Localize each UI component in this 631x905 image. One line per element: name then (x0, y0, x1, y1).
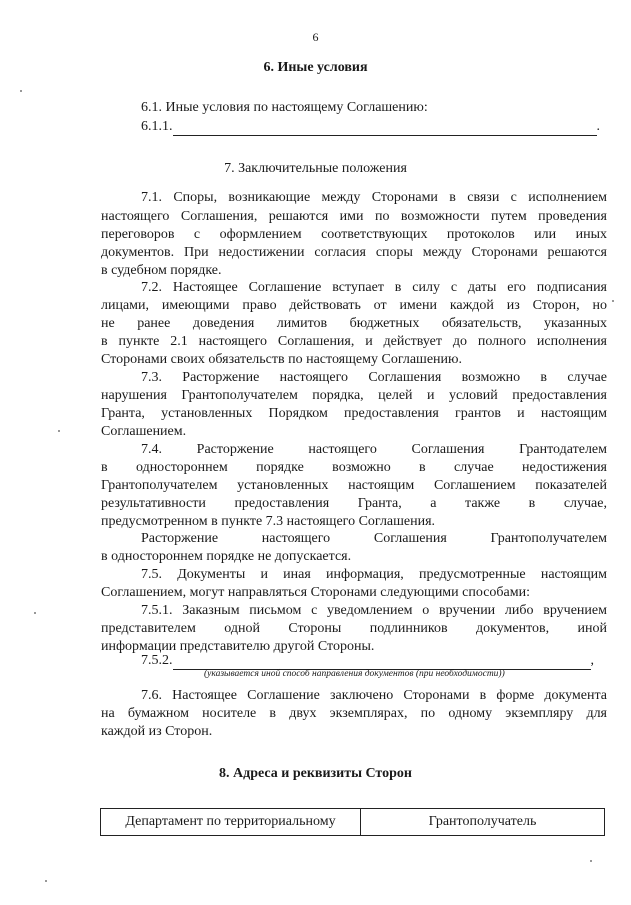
section-7-title: 7. Заключительные положения (224, 161, 407, 176)
paragraph-7-5-2 (141, 651, 607, 670)
paragraph-line: настоящего Соглашения, решаются ими по возможности путем проведения (101, 209, 607, 224)
section-8-title: 8. Адреса и реквизиты Сторон (219, 766, 412, 781)
paragraph-line: в судебном порядке. (101, 263, 222, 278)
paragraph-line: Гранта, установленных Порядком предоставления грантов и настоящим (101, 406, 607, 421)
paragraph-line: документов. При недостижении согласия споры между Сторонами решаются (101, 245, 607, 260)
paragraph-line: предусмотренном в пункте 7.3 настоящего Соглашения. (101, 514, 436, 529)
scan-speck (34, 612, 36, 614)
paragraph-line: представителем одной Стороны подлинников документов, иной (101, 621, 607, 636)
table-header-grantor: Департамент по территориальному (101, 809, 361, 835)
scan-speck (612, 300, 614, 302)
paragraph-line: 7.1. Споры, возникающие между Сторонами в связи с исполнением (141, 190, 607, 205)
paragraph-6-1-1-end: . (596, 119, 600, 134)
paragraph-line: не ранее доведения лимитов бюджетных обязательств, указанных (101, 316, 607, 331)
section-6-title: 6. Иные условия (263, 60, 368, 75)
paragraph-line: Соглашением, могут направляться Сторонами следующими способами: (101, 585, 531, 600)
paragraph-line: Сторонами своих обязательств по настоящему Соглашению. (101, 352, 462, 367)
blank-fill-line (173, 656, 591, 670)
paragraph-line: Грантополучателем установленных настоящим Соглашением показателей (101, 478, 607, 493)
footnote-hint: (указывается иной способ направления документов (при необходимости)) (204, 669, 505, 679)
paragraph-line: нарушения Грантополучателем порядка, целей и условий предоставления (101, 388, 607, 403)
paragraph-line: результативности предоставления Гранта, а также в случае, (101, 496, 607, 511)
paragraph-line: на бумажном носителе в двух экземплярах, по одному экземпляру для (101, 706, 607, 721)
paragraph-line: 7.3. Расторжение настоящего Соглашения возможно в случае (141, 370, 607, 385)
paragraph-line: 7.4. Расторжение настоящего Соглашения Грантодателем (141, 442, 607, 457)
requisites-table (100, 808, 605, 836)
paragraph-line: Соглашением. (101, 424, 187, 439)
paragraph-line: 7.2. Настоящее Соглашение вступает в силу с даты его подписания (141, 280, 607, 295)
paragraph-line: 7.5. Документы и иная информация, предусмотренные настоящим (141, 567, 607, 582)
paragraph-line: 7.5.1. Заказным письмом с уведомлением о вручении либо вручением (141, 603, 607, 618)
scan-speck (20, 90, 22, 92)
paragraph-line: каждой из Сторон. (101, 724, 213, 739)
paragraph-line: Расторжение настоящего Соглашения Грантополучателем (141, 531, 607, 546)
paragraph-6-1: 6.1. Иные условия по настоящему Соглашению: (141, 100, 428, 115)
table-header-grantee: Грантополучатель (428, 814, 537, 829)
paragraph-6-1-1 (141, 117, 607, 136)
paragraph-line: переговоров с оформлением соответствующих протоколов или иных (101, 227, 607, 242)
scan-speck (58, 430, 60, 432)
scan-speck (590, 860, 592, 862)
paragraph-7-5-2-end: , (590, 653, 594, 668)
paragraph-line: в пункте 2.1 настоящего Соглашения, и действует до полного исполнения (101, 334, 607, 349)
paragraph-line: в одностороннем порядке не допускается. (101, 549, 352, 564)
paragraph-line: лицами, имеющими право действовать от имени каждой из Сторон, но (101, 298, 607, 313)
blank-fill-line (173, 122, 597, 136)
page-number: 6 (312, 30, 319, 44)
paragraph-7-5-2-label: 7.5.2. (141, 653, 173, 668)
paragraph-line: информации представителю другой Стороны. (101, 639, 375, 654)
paragraph-line: 7.6. Настоящее Соглашение заключено Сторонами в форме документа (141, 688, 607, 703)
paragraph-6-1-1-label: 6.1.1. (141, 119, 173, 134)
scan-speck (45, 880, 47, 882)
paragraph-line: в одностороннем порядке возможно в случае недостижения (101, 460, 607, 475)
